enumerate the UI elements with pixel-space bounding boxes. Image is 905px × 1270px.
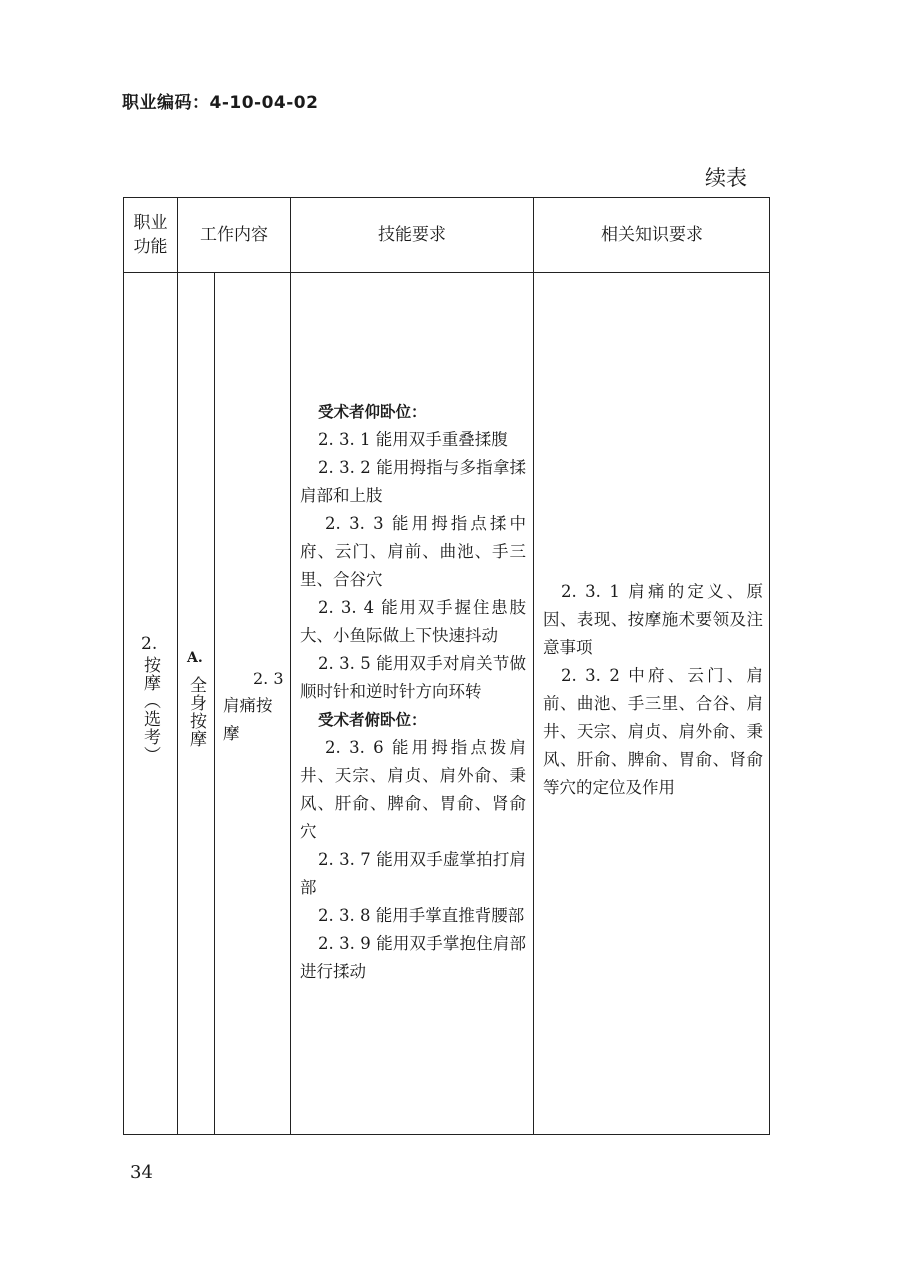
occupation-code: 职业编码：4-10-04-02	[122, 93, 319, 113]
continued-label: 续表	[705, 166, 747, 190]
prone-heading: 受术者俯卧位：	[318, 711, 427, 729]
col-divider-3	[533, 198, 534, 1134]
skill-2-3-2: 2. 3. 2 能用拇指与多指拿揉肩部和上肢	[300, 458, 526, 505]
knowledge-2-3-1: 2. 3. 1 肩痛的定义、原因、表现、按摩施术要领及注意事项	[543, 582, 763, 657]
header-function	[124, 198, 177, 272]
skill-2-3-5: 2. 3. 5 能用双手对肩关节做顺时针和逆时针方向环转	[300, 654, 526, 701]
page-number: 34	[130, 1162, 153, 1183]
header-function-line2: 功能	[133, 237, 168, 257]
knowledge-2-3-2: 2. 3. 2 中府、云门、肩前、曲池、手三里、合谷、肩井、天宗、肩贞、肩外俞、秉风、肝俞、脾俞、胃俞、肾俞等穴的定位及作用	[543, 666, 763, 797]
col-divider-2a	[214, 272, 215, 1134]
skill-2-3-9: 2. 3. 9 能用双手掌抱住肩部进行揉动	[300, 934, 526, 981]
header-work-content: 工作内容	[200, 225, 268, 245]
category-name: 全身按摩	[186, 676, 206, 748]
header-function-line1: 职业	[133, 213, 168, 233]
function-name: 按摩（选考）	[140, 656, 160, 764]
header-skill-requirements: 技能要求	[378, 225, 446, 245]
col-divider-1	[177, 198, 178, 1134]
item-number: 2. 3	[253, 669, 284, 688]
supine-heading: 受术者仰卧位：	[318, 403, 427, 421]
requirements-table	[123, 197, 770, 1135]
skill-2-3-7: 2. 3. 7 能用双手虚掌拍打肩部	[300, 850, 526, 897]
function-number: 2.	[141, 634, 158, 654]
item-name: 肩痛按摩	[223, 696, 273, 743]
skill-2-3-6: 2. 3. 6 能用拇指点拨肩井、天宗、肩贞、肩外俞、秉风、肝俞、脾俞、胃俞、肾俞穴	[300, 738, 526, 841]
skill-2-3-3: 2. 3. 3 能用拇指点揉中府、云门、肩前、曲池、手三里、合谷穴	[300, 514, 526, 589]
knowledge-cell	[543, 578, 763, 802]
skills-cell	[300, 398, 526, 986]
skill-2-3-8: 2. 3. 8 能用手掌直推背腰部	[318, 906, 525, 925]
category-letter: A.	[187, 650, 203, 666]
skill-2-3-1: 2. 3. 1 能用双手重叠揉腹	[318, 430, 508, 449]
header-knowledge-requirements: 相关知识要求	[601, 225, 703, 245]
skill-2-3-4: 2. 3. 4 能用双手握住患肢大、小鱼际做上下快速抖动	[300, 598, 526, 645]
col-divider-2	[290, 198, 291, 1134]
header-divider	[124, 272, 769, 273]
